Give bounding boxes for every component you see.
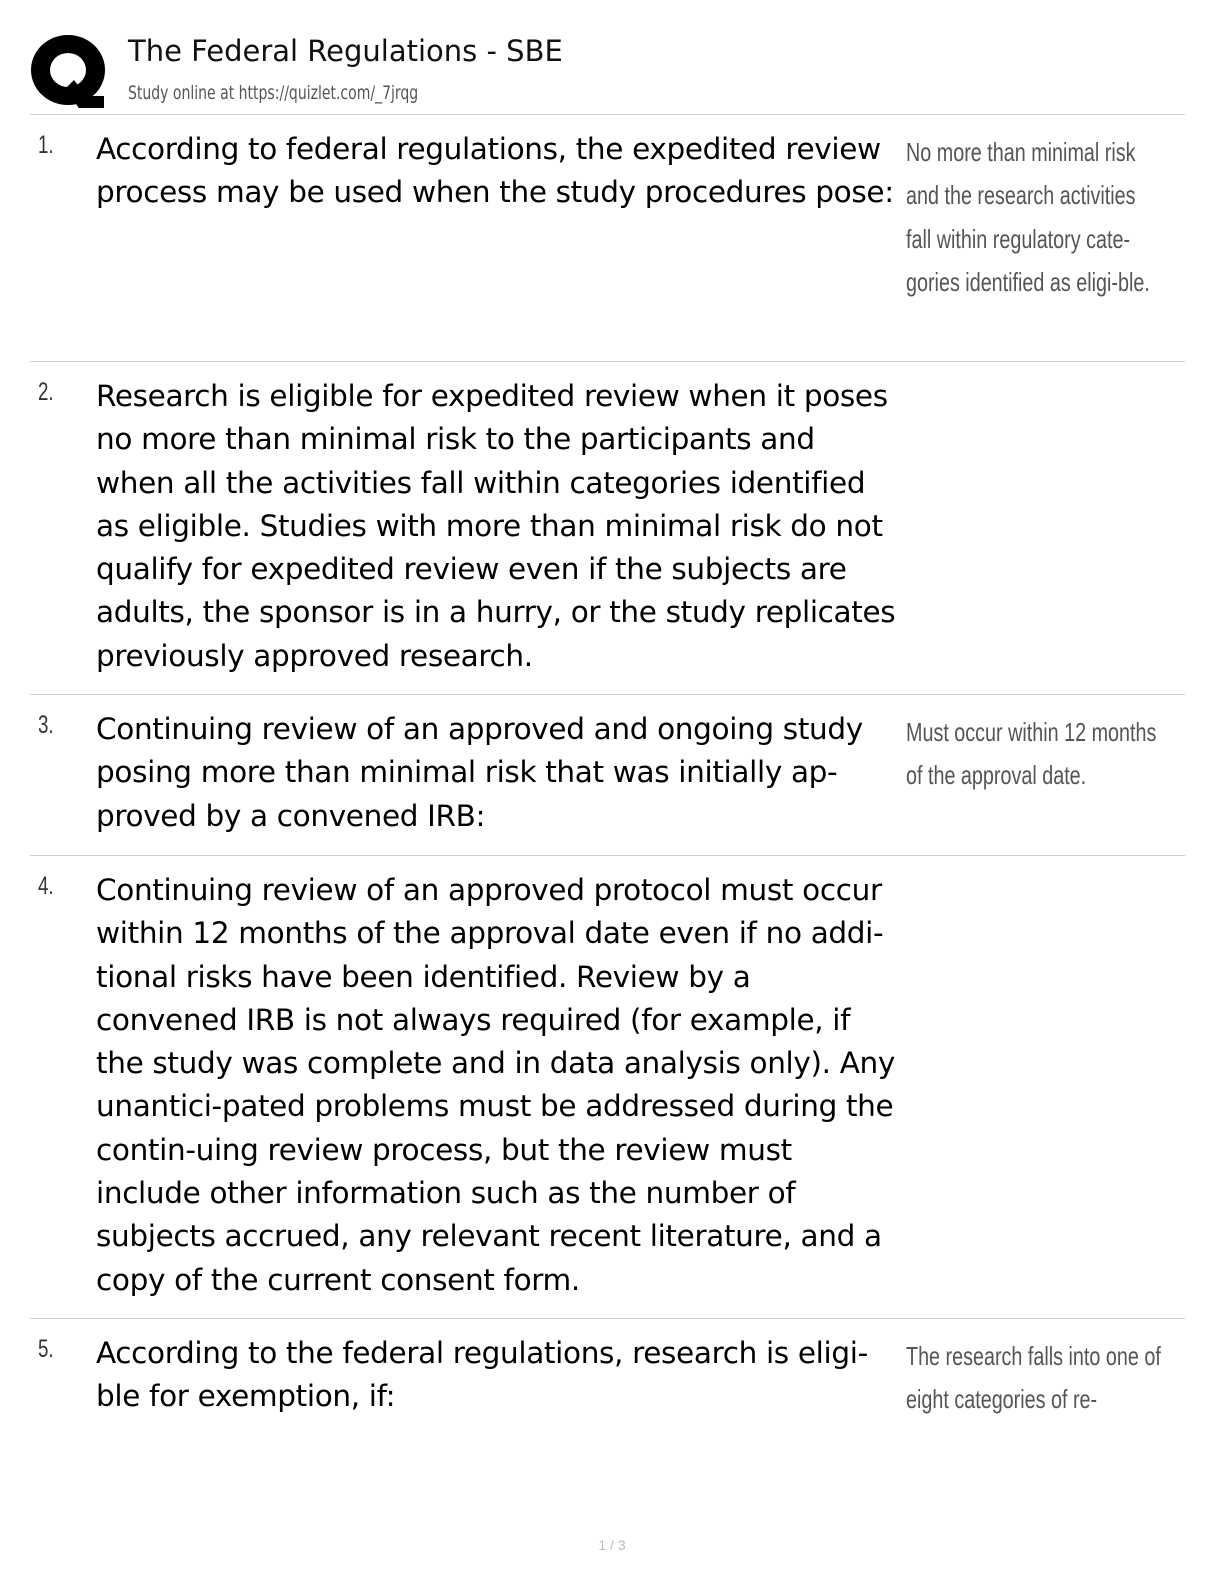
card-term: Continuing review of an approved and ongoing study posing more than minimal risk that was initially ap-proved by a convened IRB:: [96, 712, 863, 833]
card-number: 4.: [38, 872, 54, 900]
card-number: 3.: [38, 711, 54, 739]
card-term: According to the federal regulations, research is eligi-ble for exemption, if:: [96, 1336, 868, 1414]
card-number: 5.: [38, 1335, 54, 1363]
card-term: According to federal regulations, the expedited review process may be used when the study procedures pose:: [96, 132, 894, 210]
card-definition: The research falls into one of eight categories of re-: [906, 1341, 1161, 1415]
flashcard: [30, 1319, 1185, 1459]
quizlet-q-logo-icon: [30, 34, 110, 108]
card-definition: Must occur within 12 months of the approval date.: [906, 717, 1157, 791]
card-definition: No more than minimal risk and the research activities fall within regulatory cate-gories identified as eligi-ble.: [906, 137, 1150, 297]
card-number: 2.: [38, 378, 54, 406]
document-header: [30, 30, 1185, 115]
page-title: The Federal Regulations - SBE: [128, 34, 563, 68]
card-number: 1.: [38, 131, 54, 159]
card-term: Research is eligible for expedited review when it poses no more than minimal risk to the participants and when all the activities fall within categories identified as eligible. Studies with more than minimal risk do not qualify for expedited review even if the subjects are adults, the sponsor is in a hurry, or the study replicates previously approved research.: [96, 379, 896, 673]
flashcard: [30, 856, 1185, 1319]
card-term: Continuing review of an approved protocol must occur within 12 months of the approval date even if no addi-tional risks have been identified. Review by a convened IRB is not always required (for example, if the study was complete and in data analysis only). Any unantici-pated problems must be addressed during the contin-uing review process, but the review must include other information such as the number of subjects accrued, any relevant recent literature, and a copy of the current consent form.: [96, 873, 895, 1297]
study-online-link[interactable]: Study online at https://quizlet.com/_7jrqg: [128, 82, 419, 104]
flashcard: [30, 695, 1185, 856]
page-number: 1 / 3: [598, 1537, 626, 1553]
flashcard: [30, 115, 1185, 362]
flashcard: [30, 362, 1185, 695]
